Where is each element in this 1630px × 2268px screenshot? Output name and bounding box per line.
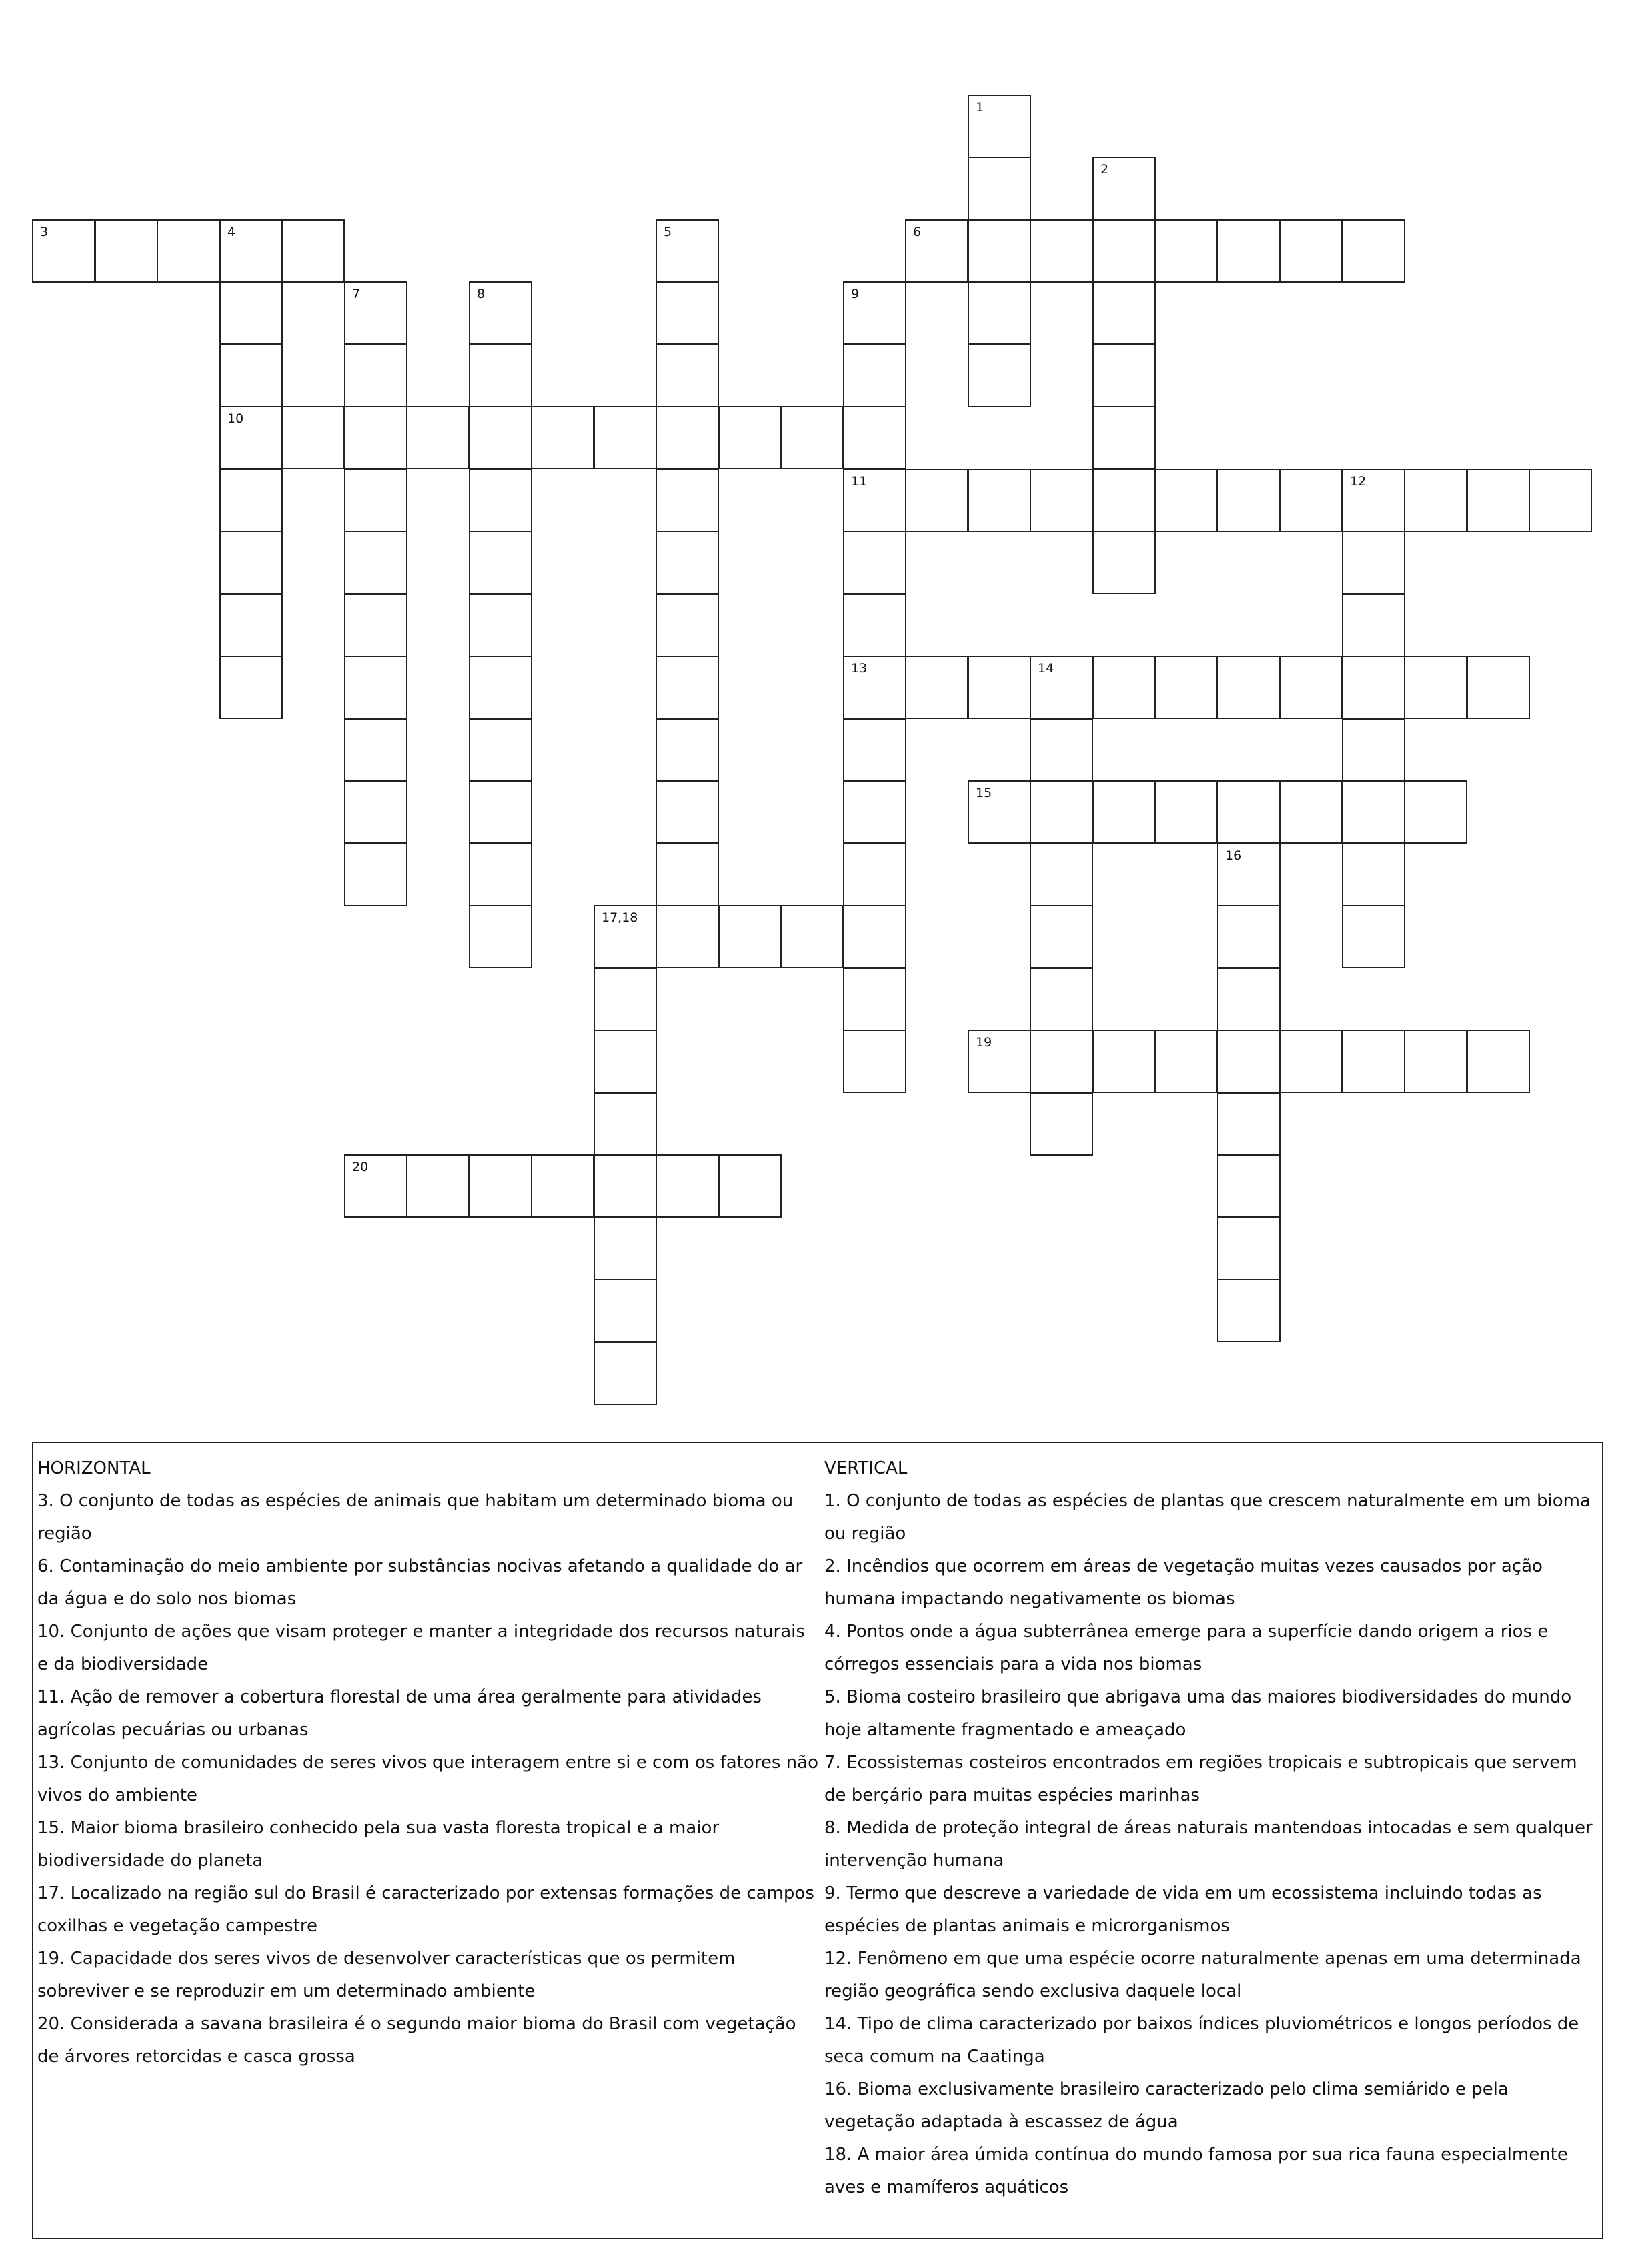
horizontal-clues xyxy=(37,1452,820,2073)
clue-horizontal-19: 19. Capacidade dos seres vivos de desenvolver características que os permitem sobreviver e se reproduzir em um determinado ambiente xyxy=(37,1949,736,2001)
grid-cell[interactable] xyxy=(1092,531,1156,594)
grid-cell[interactable] xyxy=(469,594,532,657)
grid-cell[interactable] xyxy=(1092,656,1156,719)
grid-cell[interactable] xyxy=(1030,968,1093,1031)
clue-number: 4 xyxy=(227,225,236,239)
grid-cell[interactable] xyxy=(1217,780,1281,844)
grid-cell[interactable] xyxy=(843,780,906,844)
grid-cell[interactable] xyxy=(1154,219,1218,283)
vertical-clues xyxy=(824,1452,1602,2204)
clue-vertical-2: 2. Incêndios que ocorrem em áreas de vegetação muitas vezes causados por ação humana impactando negativamente os biomas xyxy=(824,1556,1543,1609)
grid-cell[interactable] xyxy=(843,281,906,345)
grid-cell[interactable] xyxy=(843,843,906,906)
grid-cell[interactable] xyxy=(594,1217,657,1280)
clue-vertical-12: 12. Fenômeno em que uma espécie ocorre naturalmente apenas em uma determinada região geográfica sendo exclusiva daquele local xyxy=(824,1949,1581,2001)
grid-cell[interactable] xyxy=(469,780,532,844)
grid-cell[interactable] xyxy=(843,406,906,469)
grid-cell[interactable] xyxy=(656,281,719,345)
grid-cell[interactable] xyxy=(1030,905,1093,968)
clue-number: 6 xyxy=(913,225,922,239)
grid-cell[interactable] xyxy=(1154,656,1218,719)
grid-cell[interactable] xyxy=(843,469,906,532)
grid-cell[interactable] xyxy=(1092,469,1156,532)
grid-cell[interactable] xyxy=(219,344,283,407)
grid-cell[interactable] xyxy=(1030,656,1093,719)
grid-cell[interactable] xyxy=(95,219,158,283)
grid-cell[interactable] xyxy=(1217,1030,1281,1093)
grid-cell[interactable] xyxy=(656,1154,719,1218)
grid-cell[interactable] xyxy=(1217,469,1281,532)
clue-number: 5 xyxy=(664,225,672,239)
grid-cell[interactable] xyxy=(594,1030,657,1093)
clue-vertical-7: 7. Ecossistemas costeiros encontrados em regiões tropicais e subtropicais que servem de berçário para muitas espécies marinhas xyxy=(824,1753,1577,1805)
grid-cell[interactable] xyxy=(1030,718,1093,782)
grid-cell[interactable] xyxy=(157,219,220,283)
grid-cell[interactable] xyxy=(219,219,283,283)
clue-number: 2 xyxy=(1100,162,1109,177)
grid-cell[interactable] xyxy=(1342,905,1405,968)
grid-cell[interactable] xyxy=(469,718,532,782)
clue-vertical-5: 5. Bioma costeiro brasileiro que abrigava uma das maiores biodiversidades do mundo hoje altamente fragmentado e ameaçado xyxy=(824,1687,1572,1740)
grid-cell[interactable] xyxy=(344,469,408,532)
clue-number: 17,18 xyxy=(602,910,638,925)
clue-horizontal-17: 17. Localizado na região sul do Brasil é caracterizado por extensas formações de campos coxilhas e vegetação campestre xyxy=(37,1883,814,1936)
clue-horizontal-6: 6. Contaminação do meio ambiente por substâncias nocivas afetando a qualidade do ar da água e do solo nos biomas xyxy=(37,1556,803,1609)
grid-cell[interactable] xyxy=(1217,1217,1281,1280)
grid-cell[interactable] xyxy=(1092,281,1156,345)
grid-cell[interactable] xyxy=(1404,780,1467,844)
grid-cell[interactable] xyxy=(1092,780,1156,844)
grid-cell[interactable] xyxy=(594,1092,657,1156)
grid-cell[interactable] xyxy=(1467,656,1530,719)
grid-cell[interactable] xyxy=(718,406,782,469)
clue-number: 20 xyxy=(352,1160,369,1174)
grid-cell[interactable] xyxy=(1279,469,1343,532)
grid-cell[interactable] xyxy=(968,95,1031,158)
grid-cell[interactable] xyxy=(344,594,408,657)
grid-cell[interactable] xyxy=(344,843,408,906)
grid-cell[interactable] xyxy=(843,594,906,657)
grid-cell[interactable] xyxy=(1030,469,1093,532)
grid-cell[interactable] xyxy=(469,281,532,345)
grid-cell[interactable] xyxy=(843,531,906,594)
grid-cell[interactable] xyxy=(1342,780,1405,844)
clue-horizontal-10: 10. Conjunto de ações que visam proteger e manter a integridade dos recursos naturais e da biodiversidade xyxy=(37,1622,805,1674)
grid-cell[interactable] xyxy=(905,656,968,719)
grid-cell[interactable] xyxy=(1217,656,1281,719)
clue-number: 8 xyxy=(477,287,486,301)
clue-number: 19 xyxy=(976,1035,992,1050)
clues-box xyxy=(32,1442,1603,2239)
grid-cell[interactable] xyxy=(469,469,532,532)
grid-cell[interactable] xyxy=(1404,1030,1467,1093)
grid-cell[interactable] xyxy=(219,594,283,657)
grid-cell[interactable] xyxy=(1217,905,1281,968)
grid-cell[interactable] xyxy=(406,406,470,469)
grid-cell[interactable] xyxy=(531,406,594,469)
grid-cell[interactable] xyxy=(1404,469,1467,532)
grid-cell[interactable] xyxy=(968,780,1031,844)
grid-cell[interactable] xyxy=(905,469,968,532)
grid-cell[interactable] xyxy=(843,905,906,968)
grid-cell[interactable] xyxy=(281,219,345,283)
clue-number: 12 xyxy=(1350,474,1367,489)
grid-cell[interactable] xyxy=(968,281,1031,345)
grid-cell[interactable] xyxy=(780,905,844,968)
clue-number: 13 xyxy=(851,661,868,676)
clue-horizontal-11: 11. Ação de remover a cobertura florestal de uma área geralmente para atividades agrícolas pecuárias ou urbanas xyxy=(37,1687,762,1740)
clue-number: 7 xyxy=(352,287,361,301)
grid-cell[interactable] xyxy=(1092,219,1156,283)
clue-horizontal-13: 13. Conjunto de comunidades de seres vivos que interagem entre si e com os fatores não vivos do ambiente xyxy=(37,1753,819,1805)
grid-cell[interactable] xyxy=(1217,1154,1281,1218)
grid-cell[interactable] xyxy=(469,843,532,906)
clue-horizontal-15: 15. Maior bioma brasileiro conhecido pela sua vasta floresta tropical e a maior biodiversidade do planeta xyxy=(37,1818,720,1871)
grid-cell[interactable] xyxy=(1154,780,1218,844)
grid-cell[interactable] xyxy=(780,406,844,469)
grid-cell[interactable] xyxy=(968,344,1031,407)
clue-number: 10 xyxy=(227,411,244,426)
grid-cell[interactable] xyxy=(344,281,408,345)
grid-cell[interactable] xyxy=(469,1154,532,1218)
grid-cell[interactable] xyxy=(1092,157,1156,220)
grid-cell[interactable] xyxy=(1030,780,1093,844)
clue-number: 14 xyxy=(1038,661,1054,676)
grid-cell[interactable] xyxy=(1342,1030,1405,1093)
grid-cell[interactable] xyxy=(1217,1092,1281,1156)
clue-vertical-18: 18. A maior área úmida contínua do mundo famosa por sua rica fauna especialmente aves e mamíferos aquáticos xyxy=(824,2145,1568,2197)
grid-cell[interactable] xyxy=(656,406,719,469)
clue-vertical-16: 16. Bioma exclusivamente brasileiro caracterizado pelo clima semiárido e pela vegetação adaptada à escassez de água xyxy=(824,2079,1509,2132)
grid-cell[interactable] xyxy=(718,905,782,968)
clue-vertical-4: 4. Pontos onde a água subterrânea emerge para a superfície dando origem a rios e córregos essenciais para a vida nos biomas xyxy=(824,1622,1549,1674)
grid-cell[interactable] xyxy=(1342,718,1405,782)
grid-cell[interactable] xyxy=(843,718,906,782)
grid-cell[interactable] xyxy=(531,1154,594,1218)
grid-cell[interactable] xyxy=(1217,1279,1281,1342)
grid-cell[interactable] xyxy=(1092,1030,1156,1093)
grid-cell[interactable] xyxy=(1279,780,1343,844)
grid-cell[interactable] xyxy=(968,219,1031,283)
grid-cell[interactable] xyxy=(281,406,345,469)
grid-cell[interactable] xyxy=(1404,656,1467,719)
grid-cell[interactable] xyxy=(594,968,657,1031)
clue-vertical-9: 9. Termo que descreve a variedade de vida em um ecossistema incluindo todas as espécies de plantas animais e microrganismos xyxy=(824,1883,1542,1936)
grid-cell[interactable] xyxy=(656,531,719,594)
grid-cell[interactable] xyxy=(469,531,532,594)
clue-horizontal-20: 20. Considerada a savana brasileira é o segundo maior bioma do Brasil com vegetação de árvores retorcidas e casca grossa xyxy=(37,2014,796,2067)
clue-vertical-14: 14. Tipo de clima caracterizado por baixos índices pluviométricos e longos períodos de seca comum na Caatinga xyxy=(824,2014,1579,2067)
grid-cell[interactable] xyxy=(469,656,532,719)
grid-cell[interactable] xyxy=(344,718,408,782)
clue-number: 1 xyxy=(976,100,984,115)
grid-cell[interactable] xyxy=(469,406,532,469)
horizontal-heading: HORIZONTAL xyxy=(37,1458,151,1478)
grid-cell[interactable] xyxy=(656,656,719,719)
grid-cell[interactable] xyxy=(594,1342,657,1405)
grid-cell[interactable] xyxy=(1342,219,1405,283)
grid-cell[interactable] xyxy=(1342,531,1405,594)
grid-cell[interactable] xyxy=(1092,344,1156,407)
grid-cell[interactable] xyxy=(843,1030,906,1093)
clue-vertical-1: 1. O conjunto de todas as espécies de plantas que crescem naturalmente em um bioma ou região xyxy=(824,1491,1591,1544)
grid-cell[interactable] xyxy=(1342,594,1405,657)
grid-cell[interactable] xyxy=(656,344,719,407)
grid-cell[interactable] xyxy=(905,219,968,283)
grid-cell[interactable] xyxy=(1217,968,1281,1031)
grid-cell[interactable] xyxy=(656,594,719,657)
grid-cell[interactable] xyxy=(968,157,1031,220)
grid-cell[interactable] xyxy=(656,219,719,283)
grid-cell[interactable] xyxy=(344,406,408,469)
grid-cell[interactable] xyxy=(968,1030,1031,1093)
clue-number: 15 xyxy=(976,786,992,800)
grid-cell[interactable] xyxy=(32,219,95,283)
clue-number: 3 xyxy=(40,225,49,239)
grid-cell[interactable] xyxy=(1529,469,1592,532)
grid-cell[interactable] xyxy=(968,469,1031,532)
grid-cell[interactable] xyxy=(656,905,719,968)
grid-cell[interactable] xyxy=(968,656,1031,719)
clue-vertical-8: 8. Medida de proteção integral de áreas naturais mantendoas intocadas e sem qualquer intervenção humana xyxy=(824,1818,1593,1871)
grid-cell[interactable] xyxy=(406,1154,470,1218)
grid-cell[interactable] xyxy=(1342,656,1405,719)
clue-number: 16 xyxy=(1225,848,1242,863)
grid-cell[interactable] xyxy=(656,469,719,532)
grid-cell[interactable] xyxy=(1154,469,1218,532)
grid-cell[interactable] xyxy=(219,469,283,532)
grid-cell[interactable] xyxy=(344,1154,408,1218)
grid-cell[interactable] xyxy=(594,905,657,968)
grid-cell[interactable] xyxy=(1030,1092,1093,1156)
grid-cell[interactable] xyxy=(1154,1030,1218,1093)
grid-cell[interactable] xyxy=(1092,406,1156,469)
grid-cell[interactable] xyxy=(656,843,719,906)
grid-cell[interactable] xyxy=(656,718,719,782)
clue-number: 9 xyxy=(851,287,860,301)
grid-cell[interactable] xyxy=(219,531,283,594)
grid-cell[interactable] xyxy=(1279,1030,1343,1093)
vertical-heading: VERTICAL xyxy=(824,1458,908,1478)
grid-cell[interactable] xyxy=(1279,219,1343,283)
grid-cell[interactable] xyxy=(1030,219,1093,283)
grid-cell[interactable] xyxy=(594,1154,657,1218)
grid-cell[interactable] xyxy=(344,780,408,844)
grid-cell[interactable] xyxy=(469,905,532,968)
grid-cell[interactable] xyxy=(1467,469,1530,532)
grid-cell[interactable] xyxy=(1217,219,1281,283)
grid-cell[interactable] xyxy=(219,281,283,345)
grid-cell[interactable] xyxy=(219,656,283,719)
grid-cell[interactable] xyxy=(594,406,657,469)
grid-cell[interactable] xyxy=(843,656,906,719)
grid-cell[interactable] xyxy=(1467,1030,1530,1093)
grid-cell[interactable] xyxy=(1217,843,1281,906)
clue-number: 11 xyxy=(851,474,868,489)
grid-cell[interactable] xyxy=(594,1279,657,1342)
grid-cell[interactable] xyxy=(219,406,283,469)
grid-cell[interactable] xyxy=(344,344,408,407)
grid-cell[interactable] xyxy=(344,531,408,594)
grid-cell[interactable] xyxy=(843,344,906,407)
grid-cell[interactable] xyxy=(1279,656,1343,719)
grid-cell[interactable] xyxy=(469,344,532,407)
grid-cell[interactable] xyxy=(1030,843,1093,906)
grid-cell[interactable] xyxy=(1342,469,1405,532)
grid-cell[interactable] xyxy=(718,1154,782,1218)
grid-cell[interactable] xyxy=(656,780,719,844)
grid-cell[interactable] xyxy=(843,968,906,1031)
grid-cell[interactable] xyxy=(344,656,408,719)
grid-cell[interactable] xyxy=(1342,843,1405,906)
clue-horizontal-3: 3. O conjunto de todas as espécies de animais que habitam um determinado bioma ou região xyxy=(37,1491,794,1544)
